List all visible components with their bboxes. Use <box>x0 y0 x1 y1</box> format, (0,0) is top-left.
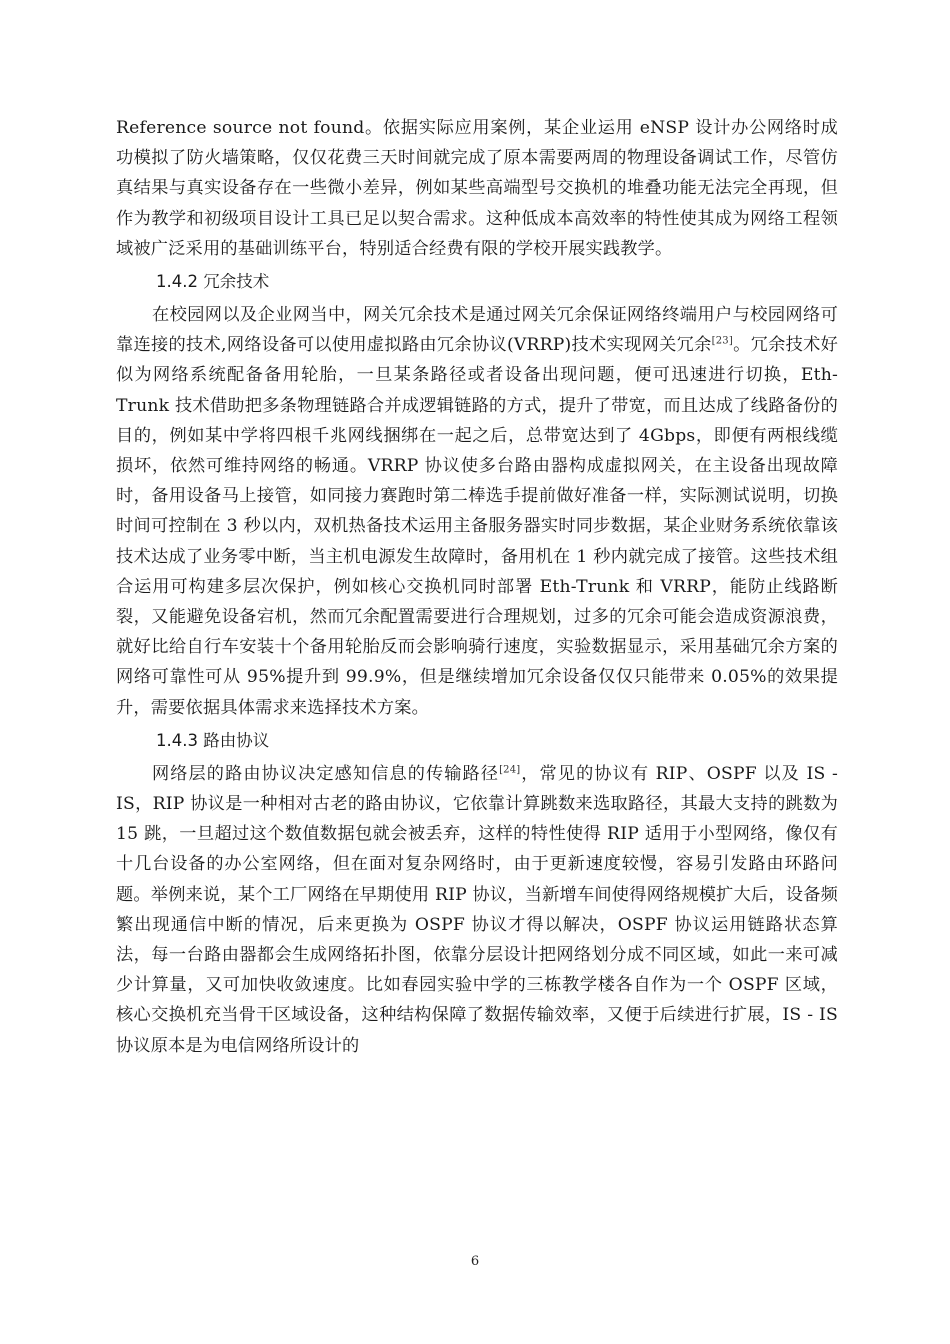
paragraph-2-part-a: 在校园网以及企业网当中，网关冗余技术是通过网关冗余保证网络终端用户与校园网络可靠连接的技术,网络设备可以使用虚拟路由冗余协议(VRRP)技术实现网关冗余 <box>116 305 838 356</box>
page-number: 6 <box>470 1254 480 1269</box>
paragraph-2-part-b: 。冗余技术好似为网络系统配备备用轮胎，一旦某条路径或者设备出现问题，便可迅速进行切换，Eth-Trunk 技术借助把多条物理链路合并成逻辑链路的方式，提升了带宽，而且达成了线路备份的目的，例如某中学将四根千兆网线捆绑在一起之后，总带宽达到了 4Gbps，即便有两根线缆损坏，依然可维持网络的畅通。VRRP 协议使多台路由器构成虚拟网关，在主设备出现故障时，备用设备马上接管，如同接力赛跑时第二棒选手提前做好准备一样，实际测试说明，切换时间可控制在 3 秒以内，双机热备技术运用主备服务器实时同步数据，某企业财务系统依靠该技术达成了业务零中断，当主机电源发生故障时，备用机在 1 秒内就完成了接管。这些技术组合运用可构建多层次保护，例如核心交换机同时部署 Eth-Trunk 和 VRRP，能防止线路断裂，又能避免设备宕机，然而冗余配置需要进行合理规划，过多的冗余可能会造成资源浪费，就好比给自行车安装十个备用轮胎反而会影响骑行速度，实验数据显示，采用基础冗余方案的网络可靠性可从 95%提升到 99.9%，但是继续增加冗余设备仅仅只能带来 0.05%的效果提升，需要依据具体需求来选择技术方案。 <box>116 335 839 718</box>
paragraph-3-part-a: 网络层的路由协议决定感知信息的传输路径 <box>152 763 500 784</box>
citation-23: [23] <box>711 335 733 347</box>
body-text <box>116 113 838 1061</box>
paragraph-1: Reference source not found。依据实际应用案例，某企业运用 eNSP 设计办公网络时成功模拟了防火墙策略，仅仅花费三天时间就完成了原本需要两周的物理设备调试工作，尽管仿真结果与真实设备存在一些微小差异，例如某些高端型号交换机的堆叠功能无法完全再现，但作为教学和初级项目设计工具已足以契合需求。这种低成本高效率的特性使其成为网络工程领域被广泛采用的基础训练平台，特别适合经费有限的学校开展实践教学。 <box>116 118 838 259</box>
paragraph-3-part-b: ，常见的协议有 RIP、OSPF 以及 IS - IS，RIP 协议是一种相对古老的路由协议，它依靠计算跳数来选取路径，其最大支持的跳数为 15 跳，一旦超过这个数值数据包就会被丢弃，这样的特性使得 RIP 适用于小型网络，像仅有十几台设备的办公室网络，但在面对复杂网络时，由于更新速度较慢，容易引发路由环路问题。举例来说，某个工厂网络在早期使用 RIP 协议，当新增车间使得网络规模扩大后，设备频繁出现通信中断的情况，后来更换为 OSPF 协议才得以解决，OSPF 协议运用链路状态算法，每一台路由器都会生成网络拓扑图，依靠分层设计把网络划分成不同区域，如此一来可减少计算量，又可加快收敛速度。比如春园实验中学的三栋教学楼各自作为一个 OSPF 区域，核心交换机充当骨干区域设备，这种结构保障了数据传输效率，又便于后续进行扩展，IS - IS 协议原本是为电信网络所设计的 <box>116 763 838 1056</box>
section-heading-1-4-2: 1.4.2 冗余技术 <box>156 272 270 292</box>
paragraph-3 <box>116 759 838 1061</box>
section-heading-1-4-3: 1.4.3 路由协议 <box>156 730 270 750</box>
paragraph-2 <box>116 300 838 723</box>
citation-24: [24] <box>499 764 521 776</box>
